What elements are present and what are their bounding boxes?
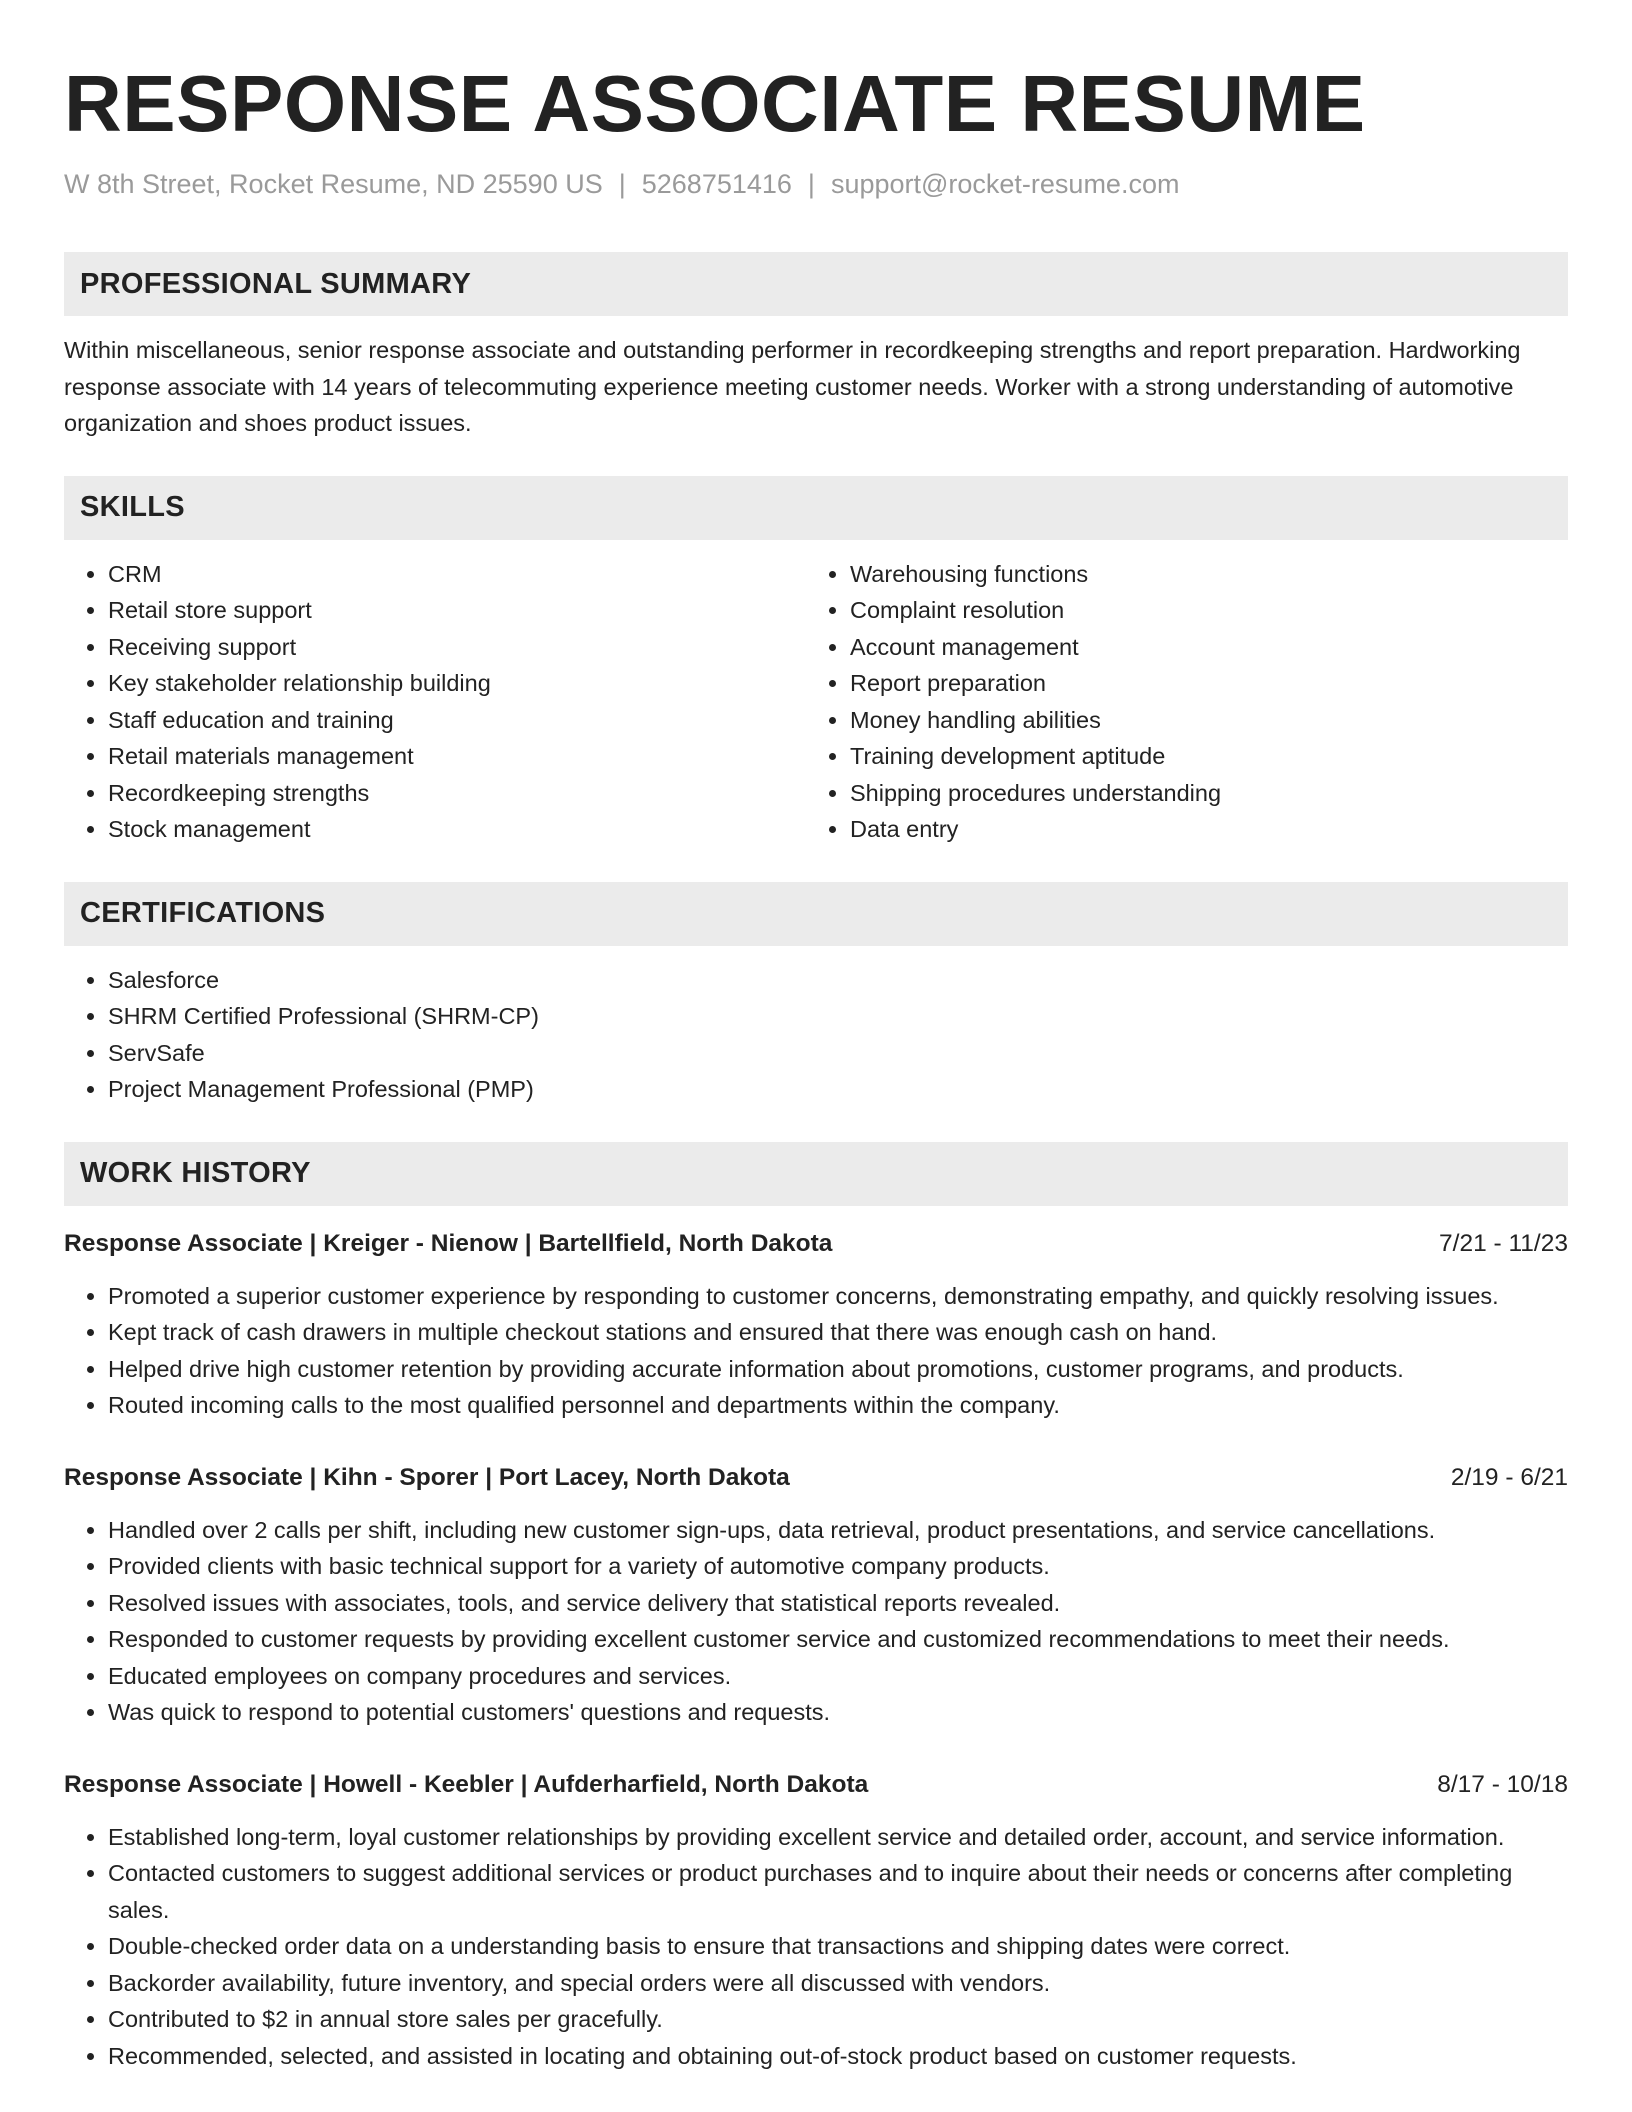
- job-dates: 2/19 - 6/21: [1450, 1463, 1568, 1491]
- job-responsibilities: [64, 1512, 1568, 1731]
- job-bullet: • Responded to customer requests by providing excellent customer service and customized recommendations to meet their needs.: [108, 1621, 1568, 1658]
- skills-column-right: [806, 556, 1548, 848]
- job-responsibilities: [64, 1819, 1568, 2075]
- job-responsibilities: [64, 1278, 1568, 1424]
- certification-item: • SHRM Certified Professional (SHRM-CP): [108, 998, 1568, 1035]
- job-title: Response Associate | Kihn - Sporer | Port Lacey, North Dakota: [64, 1463, 790, 1491]
- work-history-section-title: WORK HISTORY: [80, 1157, 311, 1189]
- certifications-section-title: CERTIFICATIONS: [80, 897, 326, 929]
- skill-item: • Shipping procedures understanding: [850, 775, 1548, 812]
- job-bullet: • Resolved issues with associates, tools, and service delivery that statistical reports revealed.: [108, 1585, 1568, 1622]
- skills-list: [64, 556, 1568, 848]
- certification-item: • Project Management Professional (PMP): [108, 1071, 1568, 1108]
- summary-section-header: [64, 252, 1568, 316]
- job-dates: 8/17 - 10/18: [1437, 1770, 1568, 1798]
- job-entry: [64, 1460, 1568, 1731]
- skill-item: • Stock management: [108, 811, 806, 848]
- job-entry: [64, 1767, 1568, 2075]
- job-bullet: • Recommended, selected, and assisted in locating and obtaining out-of-stock product based on customer requests.: [108, 2038, 1568, 2075]
- skill-item: • Complaint resolution: [850, 592, 1548, 629]
- job-bullet: • Was quick to respond to potential customers' questions and requests.: [108, 1694, 1568, 1731]
- certification-item: • ServSafe: [108, 1035, 1568, 1072]
- job-bullet: • Backorder availability, future inventory, and special orders were all discussed with vendors.: [108, 1965, 1568, 2002]
- certifications-section-header: [64, 882, 1568, 946]
- job-bullet: • Helped drive high customer retention by providing accurate information about promotions, customer programs, and products.: [108, 1351, 1568, 1388]
- job-title: Response Associate | Kreiger - Nienow | Bartellfield, North Dakota: [64, 1229, 833, 1257]
- work-history-section-header: [64, 1142, 1568, 1206]
- job-bullet: • Contacted customers to suggest additional services or product purchases and to inquire about their needs or concerns after completing sales.: [108, 1855, 1568, 1928]
- job-header: [64, 1460, 1568, 1496]
- job-dates: 7/21 - 11/23: [1439, 1229, 1568, 1257]
- job-bullet: • Educated employees on company procedures and services.: [108, 1658, 1568, 1695]
- skill-item: • Account management: [850, 629, 1548, 666]
- skills-section-title: SKILLS: [80, 491, 185, 523]
- skills-section-header: [64, 476, 1568, 540]
- skills-column-left: [64, 556, 806, 848]
- skill-item: • Retail store support: [108, 592, 806, 629]
- job-bullet: • Routed incoming calls to the most qualified personnel and departments within the company.: [108, 1387, 1568, 1424]
- job-bullet: • Handled over 2 calls per shift, including new customer sign-ups, data retrieval, product presentations, and service cancellations.: [108, 1512, 1568, 1549]
- work-history-list: [64, 1226, 1568, 2075]
- summary-section-title: PROFESSIONAL SUMMARY: [80, 267, 472, 300]
- summary-text: Within miscellaneous, senior response associate and outstanding performer in recordkeeping strengths and report preparation. Hardworking response associate with 14 years of telecommuting experience meeting customer needs. Worker with a strong understanding of automotive organization and shoes product issues.: [64, 337, 1521, 436]
- job-bullet: • Promoted a superior customer experience by responding to customer concerns, demonstrating empathy, and quickly resolving issues.: [108, 1278, 1568, 1315]
- skill-item: • Warehousing functions: [850, 556, 1548, 593]
- contact-separator: |: [618, 169, 626, 199]
- contact-email: support@rocket-resume.com: [830, 169, 1180, 199]
- certifications-list: [64, 962, 1568, 1108]
- skill-item: • Recordkeeping strengths: [108, 775, 806, 812]
- skill-item: • Report preparation: [850, 665, 1548, 702]
- skill-item: • Money handling abilities: [850, 702, 1548, 739]
- contact-address: W 8th Street, Rocket Resume, ND 25590 US: [64, 169, 603, 199]
- job-entry: [64, 1226, 1568, 1424]
- contact-separator: |: [807, 169, 815, 199]
- job-bullet: • Established long-term, loyal customer relationships by providing excellent service and detailed order, account, and service information.: [108, 1819, 1568, 1856]
- job-bullet: • Kept track of cash drawers in multiple checkout stations and ensured that there was enough cash on hand.: [108, 1314, 1568, 1351]
- job-header: [64, 1226, 1568, 1262]
- job-bullet: • Provided clients with basic technical support for a variety of automotive company products.: [108, 1548, 1568, 1585]
- job-bullet: • Double-checked order data on a understanding basis to ensure that transactions and shipping dates were correct.: [108, 1928, 1568, 1965]
- skill-item: • Training development aptitude: [850, 738, 1548, 775]
- resume-title: RESPONSE ASSOCIATE RESUME: [64, 59, 1366, 148]
- skill-item: • Key stakeholder relationship building: [108, 665, 806, 702]
- skill-item: • Data entry: [850, 811, 1548, 848]
- certification-item: • Salesforce: [108, 962, 1568, 999]
- job-header: [64, 1767, 1568, 1803]
- skill-item: • Staff education and training: [108, 702, 806, 739]
- skill-item: • CRM: [108, 556, 806, 593]
- skill-item: • Retail materials management: [108, 738, 806, 775]
- job-bullet: • Contributed to $2 in annual store sales per gracefully.: [108, 2001, 1568, 2038]
- skill-item: • Receiving support: [108, 629, 806, 666]
- contact-phone: 5268751416: [641, 169, 792, 199]
- job-title: Response Associate | Howell - Keebler | Aufderharfield, North Dakota: [64, 1770, 869, 1798]
- contact-line: [64, 166, 1568, 202]
